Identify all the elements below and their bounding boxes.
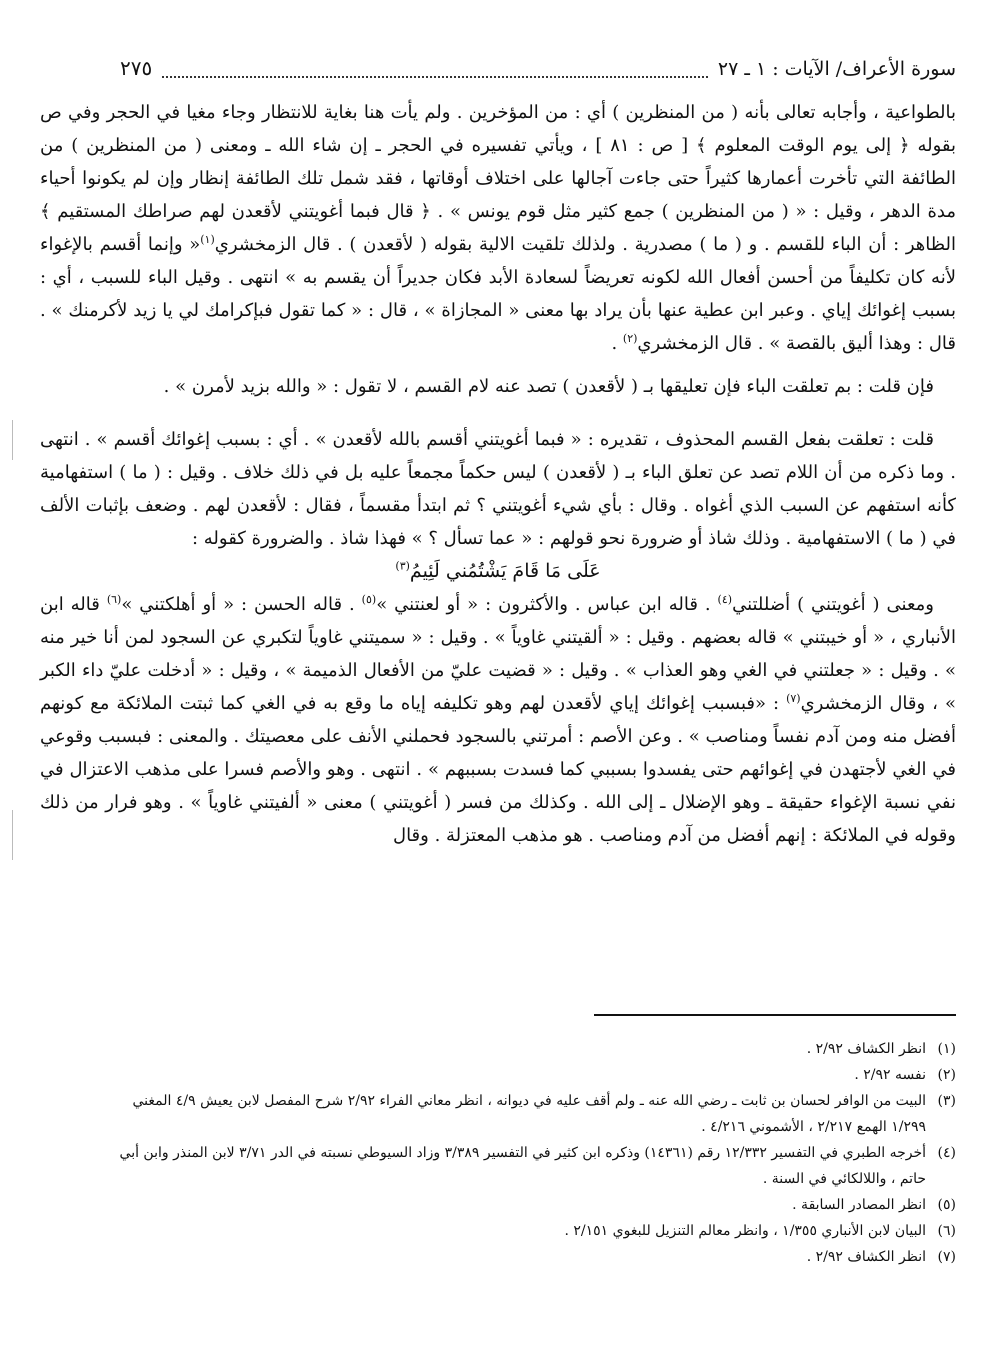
paragraph: فإن قلت : بم تعلقت الباء فإن تعليقها بـ ( لأقعدن ) تصد عنه لام القسم ، لا تقول : « والله بزيد لأمرن » . bbox=[163, 376, 934, 397]
footnote bbox=[94, 1062, 956, 1088]
footnote-ref: (٦) bbox=[106, 593, 122, 606]
footnote-text: البيت من الوافر لحسان بن ثابت ـ رضي الله عنه ـ ولم أقف عليه في ديوانه ، انظر معاني الفراء ٢/٩٢ شرح المفصل لابن يعيش ٤/٩ المغني ١/٢٩٩ الهمع ٢/٢١٧ ، الأشموني ٤/٢١٦ . bbox=[132, 1093, 926, 1135]
footnote-ref: (٣) bbox=[395, 559, 410, 573]
footnote-text: أخرجه الطبري في التفسير ١٢/٣٣٢ رقم (١٤٣٦١) وذكره ابن كثير في التفسير ٣/٣٨٩ وزاد السيوطي نسبته في الدر ٣/٧١ لابن المنذر وابن أبي حاتم ، واللالكائي في السنة . bbox=[119, 1145, 926, 1187]
footnotes bbox=[94, 1036, 956, 1270]
scan-margin-mark bbox=[12, 810, 13, 860]
footnote bbox=[94, 1140, 956, 1192]
footnote-separator bbox=[594, 1014, 956, 1016]
footnote bbox=[94, 1192, 956, 1218]
footnote-number: (٦) bbox=[937, 1223, 956, 1239]
footnote-number: (٧) bbox=[937, 1249, 956, 1265]
paragraph: ومعنى ( أغويتني ) أضللتني$^{(٤)}$ . قاله ابن عباس . والأكثرون : « أو لعنتني »$^{(٥)}$ . قاله الحسن : « أو أهلكتني »$^{(٦)}$ قاله ابن الأنباري ، « أو خيبتني » قاله بعضهم . وقيل : « ألقيتني غاوياً » . وقيل : « سميتني غاوياً لتكبري عن السجود لمن أنا خير منه » . وقيل : « جعلتني في الغي وهو العذاب » . وقيل : « قضيت عليّ من الأفعال الذميمة » ، وقيل : « أدخلت عليّ داء الكبر » ، وقال الزمخشري$^{(٧)}$ : «فبسبب إغوائك إياي لأقعدن لهم وهو تكليفه إياه ما وقع به في الغي كما ثبتت الملائكة مع كونهم أفضل منه ومن آدم نفساً ومناصب » . وعن الأصم : أمرتني بالسجود فحملني الأنف على معصيتك . والمعنى : فبسبب وقوعي في الغي لأجتهدن في إغوائهم حتى يفسدوا بسببي كما فسدت بسببهم » . انتهى . وهو والأصم فسرا على مذهب الاعتزال في نفي نسبة الإغواء حقيقة ـ وهو الإضلال ـ إلى الله . وكذلك من فسر ( أغويتني ) معنى « ألفيتني غاوياً » . وهو فرار من ذلك وقوله في الملائكة : إنهم أفضل من آدم ومناصب . هو مذهب المعتزلة . وقال bbox=[40, 593, 956, 846]
surah-title: سورة الأعراف/ الآيات : ١ ـ ٢٧ bbox=[717, 58, 956, 80]
main-text bbox=[40, 96, 956, 852]
running-header bbox=[120, 56, 956, 86]
footnote-number: (٥) bbox=[937, 1197, 956, 1213]
footnote-number: (٢) bbox=[937, 1067, 956, 1083]
footnote-text: انظر الكشاف ٢/٩٢ . bbox=[806, 1041, 926, 1057]
verse-line: عَلَى مَا قَامَ يَشْتُمُني لَئِيمُ$^{(٣)}$ bbox=[395, 559, 601, 582]
footnote-ref: (٢) bbox=[622, 332, 638, 345]
paragraph: بالطواعية ، وأجابه تعالى بأنه ( من المنظرين ) أي : من المؤخرين . ولم يأت هنا بغاية للانتظار وجاء مغيا في الحجر وفي ص بقوله ﴿ إلى يوم الوقت المعلوم ﴾ [ ص : ٨١ ] ، ويأتي تفسيره في الحجر ـ إن شاء الله ـ ومعنى ( من المنظرين ) من الطائفة التي تأخرت أعمارها كثيراً حتى جاءت آجالها على اختلاف أوقاتها ، فقد شمل تلك الطائفة إنظار وإن لم يكونوا أحياء مدة الدهر ، وقيل : « ( من المنظرين ) جمع كثير مثل قوم يونس » . ﴿ قال فبما أغويتني لأقعدن لهم صراطك المستقيم ﴾ الظاهر : أن الباء للقسم . و ( ما ) مصدرية . ولذلك تلقيت الالية بقوله ( لأقعدن ) . قال الزمخشري$^{(١)}$« وإنما أقسم بالإغواء لأنه كان تكليفاً من أحسن أفعال الله لكونه تعريضاً لسعادة الأبد فكان جديراً أن يقسم به » انتهى . وقيل الباء للسبب ، أي : بسبب إغوائك إياي . وعبر ابن عطية عنها بأن يراد بها معنى « المجازاة » ، قال : « كما تقول فبإكرامك لي يا زيد لأكرمنك » . قال : وهذا أليق بالقصة » . قال الزمخشري$^{(٢)}$ . bbox=[40, 102, 956, 354]
footnote-number: (٣) bbox=[937, 1093, 956, 1109]
scan-margin-mark bbox=[12, 420, 13, 460]
paragraph: قلت : تعلقت بفعل القسم المحذوف ، تقديره : « فبما أغويتني أقسم بالله لأقعدن » . أي : بسبب إغوائك أقسم » . انتهى . وما ذكره من أن اللام تصد عن تعلق الباء بـ ( لأقعدن ) ليس حكماً مجمعاً عليه بل في ذلك خلاف . وقيل : ( ما ) استفهامية كأنه استفهم عن السبب الذي أغواه . وقال : بأي شيء أغويتني ؟ ثم ابتدأ مقسماً ، فقال : لأقعدن لهم . وضعف بإثبات الألف في ( ما ) الاستفهامية . وذلك شاذ أو ضرورة نحو قولهم : « عما تسأل ؟ » فهذا شاذ . والضرورة كقوله : bbox=[40, 429, 956, 549]
footnote-ref: (٧) bbox=[786, 692, 801, 705]
footnote-ref: (٤) bbox=[717, 593, 733, 606]
footnote-text: انظر المصادر السابقة . bbox=[792, 1197, 926, 1213]
footnote-text: البيان لابن الأنباري ١/٣٥٥ ، وانظر معالم التنزيل للبغوي ٢/١٥١ . bbox=[564, 1223, 926, 1239]
footnote-text: انظر الكشاف ٢/٩٢ . bbox=[806, 1249, 926, 1265]
header-leader-dots bbox=[162, 64, 708, 78]
footnote bbox=[94, 1244, 956, 1270]
footnote-number: (١) bbox=[937, 1041, 956, 1057]
footnote-text: نفسه ٢/٩٢ . bbox=[854, 1067, 926, 1083]
footnote bbox=[94, 1218, 956, 1244]
footnote bbox=[94, 1088, 956, 1140]
footnote bbox=[94, 1036, 956, 1062]
footnote-number: (٤) bbox=[937, 1145, 956, 1161]
footnote-ref: (١) bbox=[200, 233, 215, 246]
footnote-ref: (٥) bbox=[361, 593, 377, 606]
page-number: ٢٧٥ bbox=[120, 56, 153, 80]
